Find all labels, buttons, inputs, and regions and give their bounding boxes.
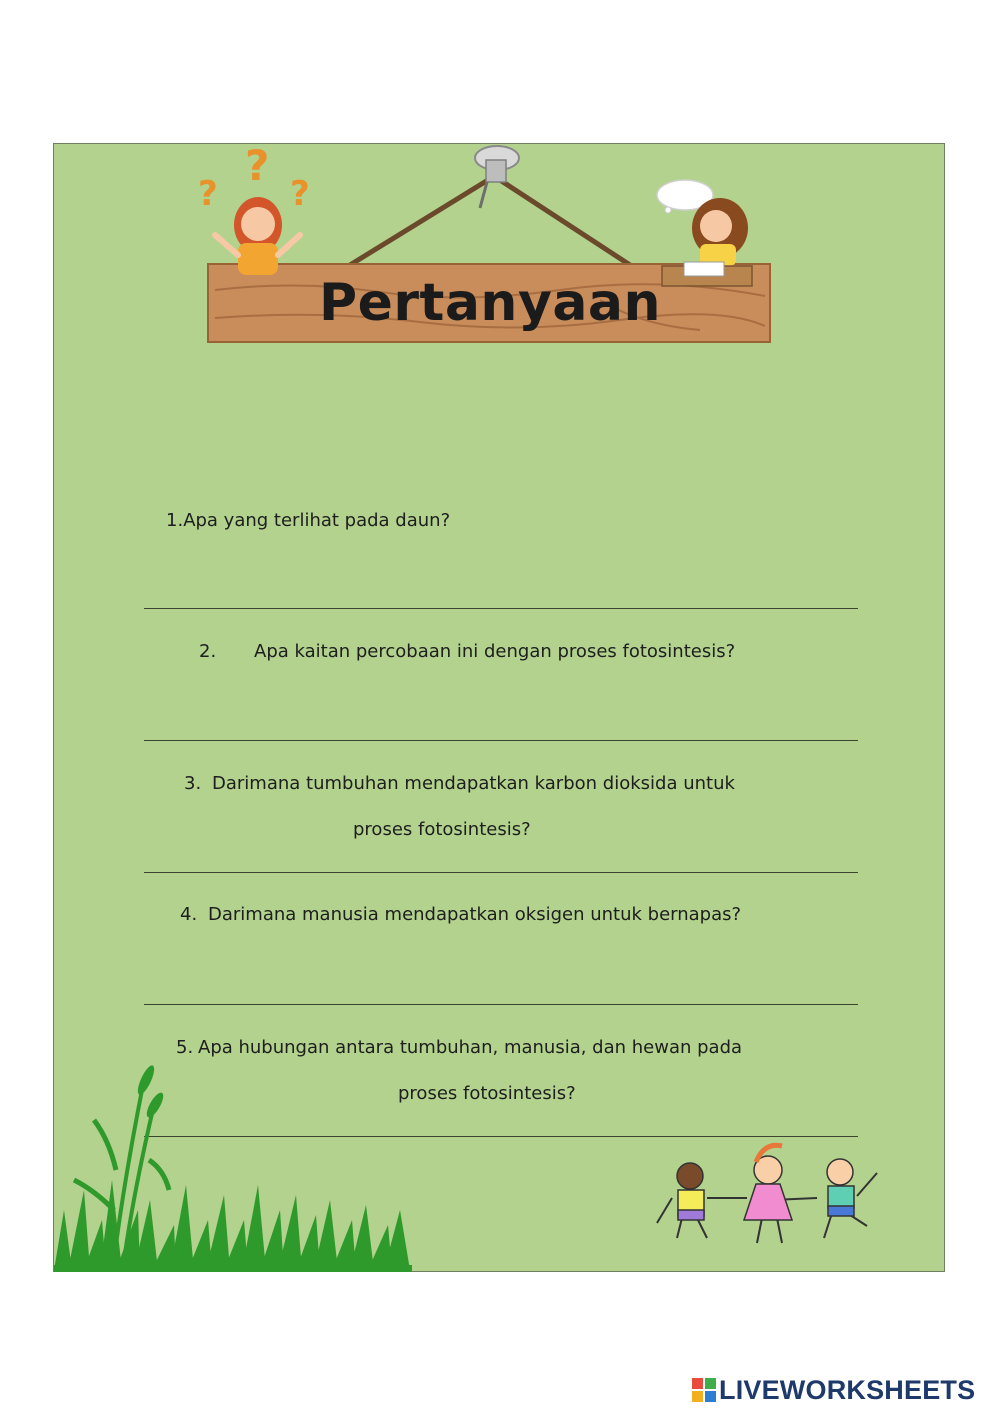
question-1 bbox=[166, 510, 450, 531]
answer-line-4[interactable] bbox=[144, 1004, 858, 1005]
liveworksheets-logo-icon bbox=[692, 1378, 716, 1402]
grass-illustration bbox=[54, 1060, 414, 1272]
sign-rope-left bbox=[350, 180, 488, 265]
question-text: Apa yang terlihat pada daun? bbox=[183, 510, 451, 531]
answer-line-2[interactable] bbox=[144, 740, 858, 741]
svg-text:?: ? bbox=[198, 174, 218, 214]
pushpin-icon bbox=[475, 146, 519, 208]
question-text: Darimana manusia mendapatkan oksigen untuk bernapas? bbox=[208, 904, 742, 925]
question-2 bbox=[199, 641, 735, 662]
question-number: 4. bbox=[180, 904, 198, 925]
brand-name[interactable]: LIVEWORKSHEETS bbox=[719, 1374, 976, 1405]
question-text: Apa hubungan antara tumbuhan, manusia, dan hewan pada bbox=[198, 1037, 743, 1058]
confused-girl-illustration bbox=[198, 141, 310, 275]
answer-line-1[interactable] bbox=[144, 608, 858, 609]
question-number: 2. bbox=[199, 641, 217, 662]
question-3 bbox=[184, 773, 735, 794]
brand-footer bbox=[692, 1375, 975, 1405]
svg-text:?: ? bbox=[245, 141, 270, 190]
question-number: 3. bbox=[184, 773, 202, 794]
svg-text:?: ? bbox=[290, 174, 310, 214]
question-text: Apa kaitan percobaan ini dengan proses fotosintesis? bbox=[254, 641, 736, 662]
question-3-continued: proses fotosintesis? bbox=[353, 819, 531, 840]
question-5 bbox=[176, 1037, 742, 1058]
page-title: Pertanyaan bbox=[318, 273, 662, 333]
children-illustration bbox=[652, 1138, 887, 1250]
question-number: 1. bbox=[166, 510, 184, 531]
question-5-continued: proses fotosintesis? bbox=[398, 1083, 576, 1104]
question-text: Darimana tumbuhan mendapatkan karbon dioksida untuk bbox=[212, 773, 735, 794]
sign-rope-right bbox=[500, 180, 630, 265]
question-4 bbox=[180, 904, 741, 925]
question-number: 5. bbox=[176, 1037, 194, 1058]
answer-line-3[interactable] bbox=[144, 872, 858, 873]
